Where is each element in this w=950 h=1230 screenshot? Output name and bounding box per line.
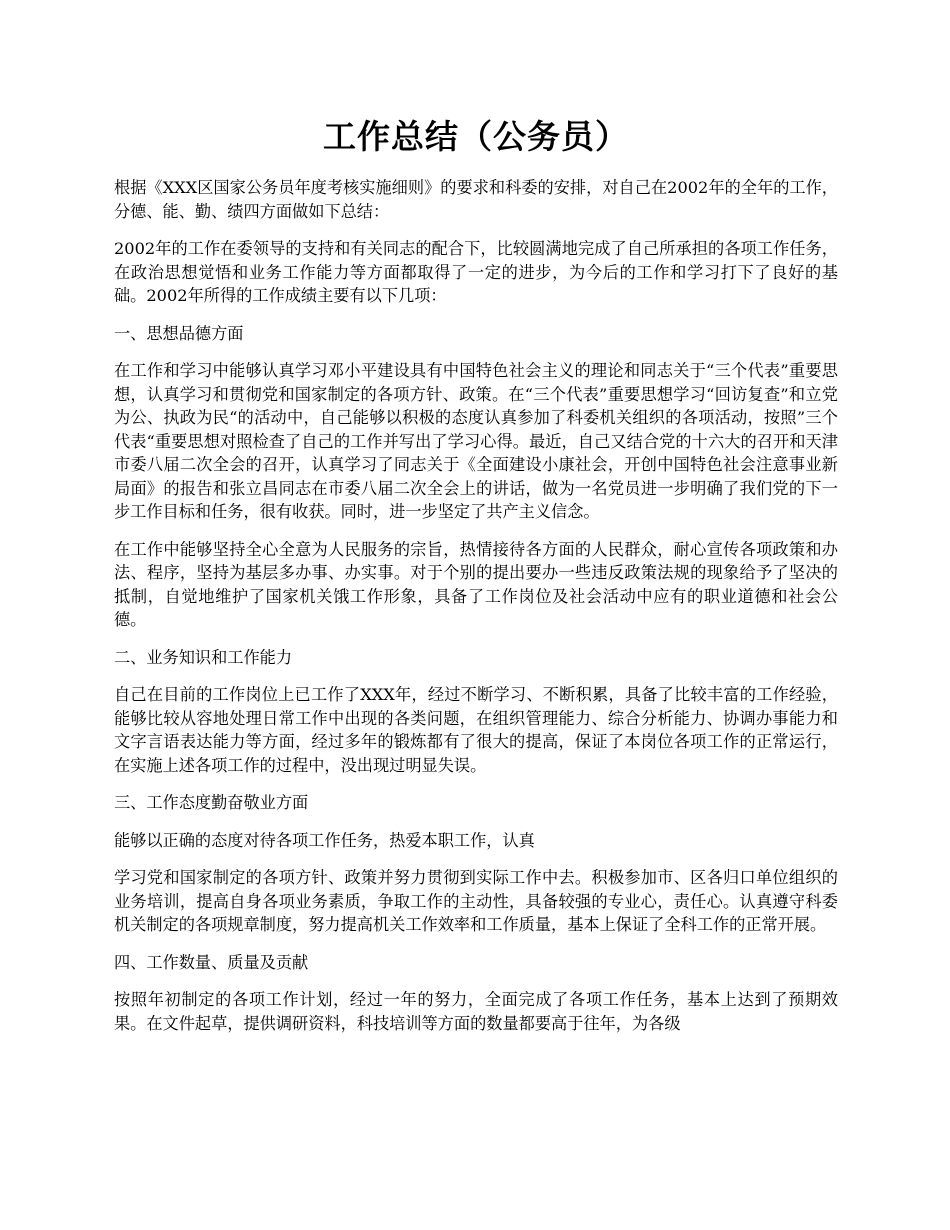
- document-title: 工作总结（公务员）: [323, 117, 629, 156]
- ideology-paragraph-2: 在工作中能够坚持全心全意为人民服务的宗旨，热情接待各方面的人民群众，耐心宣传各项政策和办法、程序，坚持为基层多办事、办实事。对于个别的提出要办一些违反政策法规的现象给予了坚决的抵制，自觉地维护了国家机关饿工作形象，具备了工作岗位及社会活动中应有的职业道德和社会公德。: [114, 539, 838, 629]
- intro-paragraph: 根据《XXX区国家公务员年度考核实施细则》的要求和科委的安排，对自己在2002年的全年的工作，分德、能、勤、绩四方面做如下总结：: [114, 178, 838, 221]
- attitude-paragraph-1: 能够以正确的态度对待各项工作任务，热爱本职工作，认真: [114, 830, 535, 850]
- ability-paragraph: 自己在目前的工作岗位上已工作了XXX年，经过不断学习、不断积累，具备了比较丰富的工作经验，能够比较从容地处理日常工作中出现的各类问题，在组织管理能力、综合分析能力、协调办事能力和文字言语表达能力等方面，经过多年的锻炼都有了很大的提高，保证了本岗位各项工作的正常运行，在实施上述各项工作的过程中，没出现过明显失误。: [114, 685, 838, 775]
- section-heading-ability: 二、业务知识和工作能力: [114, 647, 293, 667]
- overview-paragraph: 2002年的工作在委领导的支持和有关同志的配合下，比较圆满地完成了自己所承担的各项工作任务，在政治思想觉悟和业务工作能力等方面都取得了一定的进步，为今后的工作和学习打下了良好的基础。2002年所得的工作成绩主要有以下几项：: [114, 239, 838, 305]
- section-heading-output: 四、工作数量、质量及贡献: [114, 952, 309, 972]
- attitude-paragraph-2: 学习党和国家制定的各项方针、政策并努力贯彻到实际工作中去。积极参加市、区各归口单位组织的业务培训，提高自身各项业务素质，争取工作的主动性，具备较强的专业心，责任心。认真遵守科委机关制定的各项规章制度，努力提高机关工作效率和工作质量，基本上保证了全科工作的正常开展。: [114, 868, 838, 934]
- document-page: [114, 112, 838, 1049]
- output-paragraph: 按照年初制定的各项工作计划，经过一年的努力，全面完成了各项工作任务，基本上达到了预期效果。在文件起草，提供调研资料，科技培训等方面的数量都要高于往年，为各级: [114, 990, 838, 1033]
- section-heading-ideology: 一、思想品德方面: [114, 323, 244, 343]
- ideology-paragraph-1: 在工作和学习中能够认真学习邓小平建设具有中国特色社会主义的理论和同志关于“三个代表”重要思想，认真学习和贯彻党和国家制定的各项方针、政策。在“三个代表”重要思想学习“回访复查”和立党为公、执政为民“的活动中，自己能够以积极的态度认真参加了科委机关组织的各项活动，按照”三个代表“重要思想对照检查了自己的工作并写出了学习心得。最近，自己又结合党的十六大的召开和天津市委八届二次全会的召开，认真学习了同志关于《全面建设小康社会，开创中国特色社会注意事业新局面》的报告和张立昌同志在市委八届二次全会上的讲话，做为一名党员进一步明确了我们党的下一步工作目标和任务，很有收获。同时，进一步坚定了共产主义信念。: [114, 361, 838, 521]
- section-heading-attitude: 三、工作态度勤奋敬业方面: [114, 793, 309, 812]
